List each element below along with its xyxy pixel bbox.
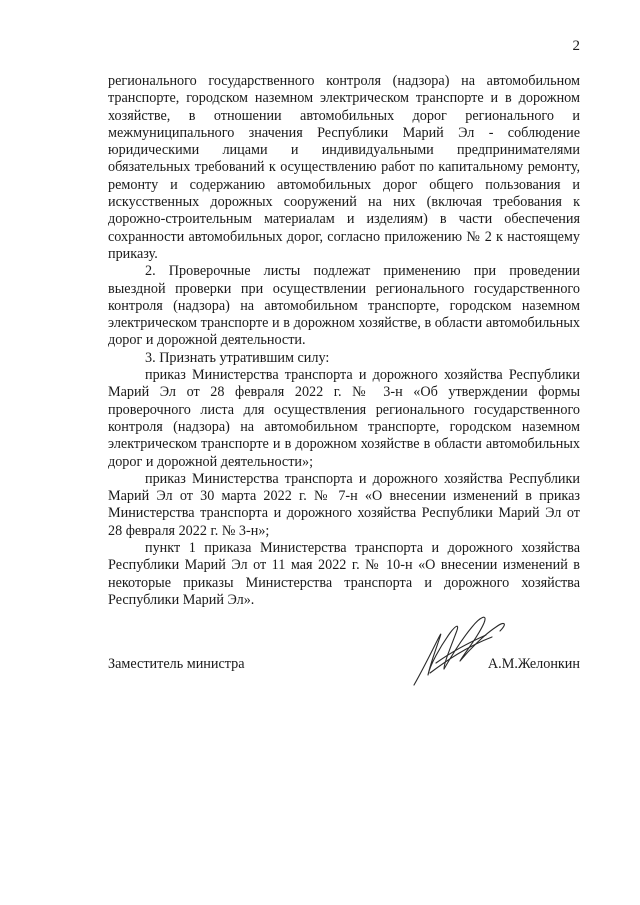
paragraph-item-3: 3. Признать утратившим силу: bbox=[145, 349, 330, 366]
page-number: 2 bbox=[572, 38, 580, 54]
paragraph-continuation: регионального государственного контроля (надзора) на автомобильном транспорте, городском наземном электрическом транспорте и в дорожном хозяйстве, в отношении автомобильных дорог регионального и межмуниципального значения Республики Марий Эл - соблюдение юридическими лицами и индивидуальными предпринимателями обязательных требований к осуществлению работ по капитальному ремонту, ремонту и содержанию автомобильных дорог общего пользования и искусственных дорожных сооружений на них (включая требования к дорожно-строительным материалам и изделиям) в части обеспечения сохранности автомобильных дорог, согласно приложению № 2 к настоящему приказу. bbox=[108, 73, 580, 262]
signature-block bbox=[108, 656, 580, 680]
signer-name: А.М.Желонкин bbox=[487, 656, 580, 672]
document-body bbox=[108, 73, 580, 609]
signer-position: Заместитель министра bbox=[108, 656, 245, 672]
repealed-order-3: пункт 1 приказа Министерства транспорта и дорожного хозяйства Республики Марий Эл от 11 мая 2022 г. № 10-н «О внесении изменений в некоторые приказы Министерства транспорта и дорожного хозяйства Республики Марий Эл». bbox=[108, 540, 580, 608]
repealed-order-2: приказ Министерства транспорта и дорожного хозяйства Республики Марий Эл от 30 марта 2022 г. № 7-н «О внесении изменений в приказ Министерства транспорта и дорожного хозяйства Республики Марий Эл от 28 февраля 2022 г. № 3-н»; bbox=[108, 470, 580, 539]
paragraph-item-2: 2. Проверочные листы подлежат применению при проведении выездной проверки при осуществлении регионального государственного контроля (надзора) на автомобильном транспорте, городском наземном электрическом транспорте и в дорожном хозяйстве, в области автомобильных дорог и дорожной деятельности. bbox=[108, 263, 580, 349]
repealed-order-1: приказ Министерства транспорта и дорожного хозяйства Республики Марий Эл от 28 февраля 2022 г. № 3-н «Об утверждении формы проверочного листа для осуществления регионального государственного контроля (надзора) на автомобильном транспорте, городском наземном электрическом транспорте и в дорожном хозяйстве в области автомобильных дорог и дорожной деятельности»; bbox=[108, 367, 580, 470]
